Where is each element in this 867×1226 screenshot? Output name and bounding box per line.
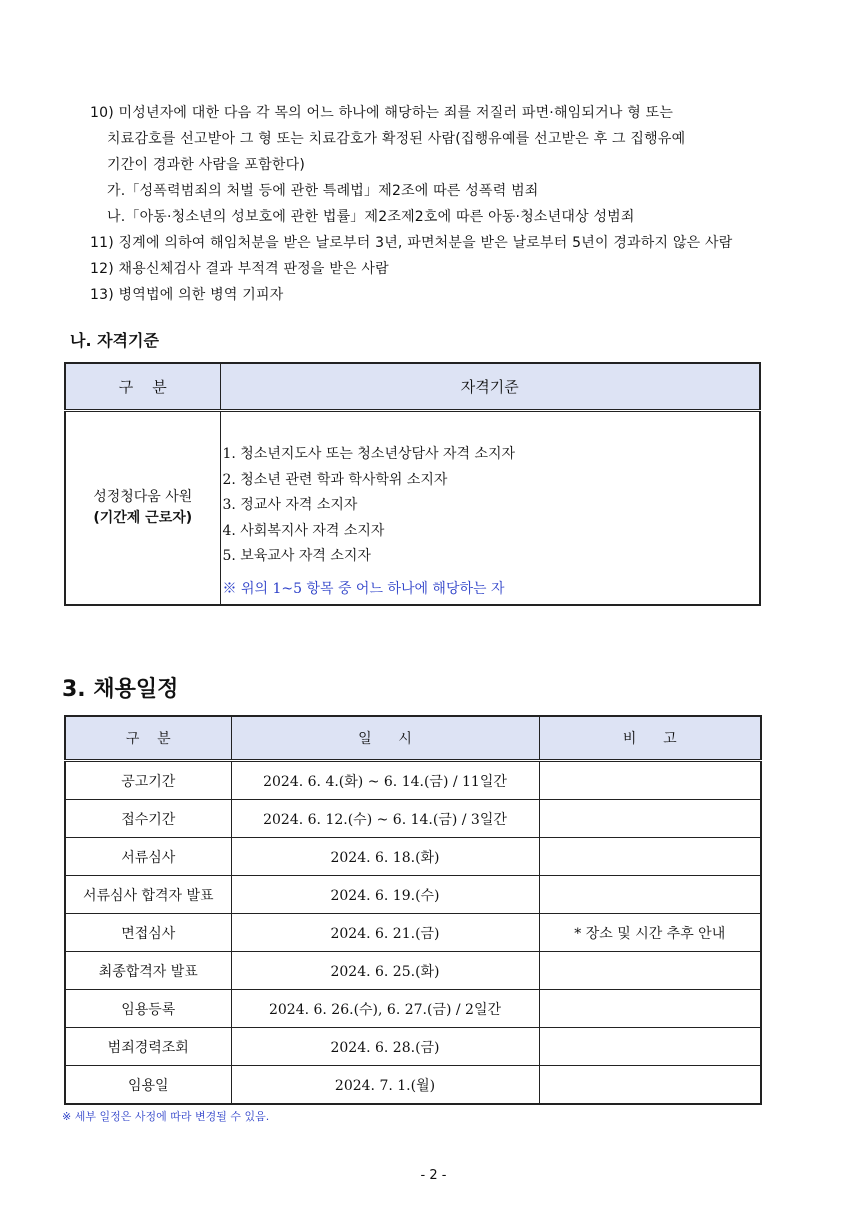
schedule-label-cell: 임용등록 bbox=[65, 990, 231, 1028]
schedule-note-cell bbox=[539, 800, 761, 838]
schedule-label-cell: 임용일 bbox=[65, 1066, 231, 1105]
schedule-col-header-remarks: 비 고 bbox=[539, 716, 761, 761]
schedule-note-cell bbox=[539, 990, 761, 1028]
schedule-note-cell bbox=[539, 761, 761, 800]
schedule-label-cell: 서류심사 bbox=[65, 838, 231, 876]
criteria-note: ※ 위의 1~5 항목 중 어느 하나에 해당하는 자 bbox=[222, 580, 505, 597]
schedule-label-cell: 최종합격자 발표 bbox=[65, 952, 231, 990]
schedule-heading: 3. 채용일정 bbox=[62, 677, 179, 702]
disqual-line-10: 10) 미성년자에 대한 다음 각 목의 어느 하나에 해당하는 죄를 저질러 파면·해임되거나 형 또는 bbox=[90, 105, 674, 121]
criteria-item-5: 5. 보육교사 자격 소지자 bbox=[222, 548, 371, 564]
disqual-line-na: 나.「아동·청소년의 성보호에 관한 법률」제2조제2호에 따른 아동·청소년대상 성범죄 bbox=[107, 209, 635, 225]
schedule-date-cell: 2024. 6. 28.(금) bbox=[231, 1028, 539, 1066]
schedule-note-cell bbox=[539, 838, 761, 876]
schedule-date-cell: 2024. 6. 26.(수), 6. 27.(금) / 2일간 bbox=[231, 990, 539, 1028]
schedule-note-cell bbox=[539, 876, 761, 914]
position-type: (기간제 근로자) bbox=[93, 509, 193, 526]
schedule-col-header-date: 일 시 bbox=[231, 716, 539, 761]
schedule-footnote: ※ 세부 일정은 사정에 따라 변경될 수 있음. bbox=[62, 1110, 270, 1123]
schedule-label-cell: 접수기간 bbox=[65, 800, 231, 838]
schedule-row bbox=[65, 1066, 761, 1105]
qualification-heading: 나. 자격기준 bbox=[70, 331, 159, 350]
disqual-line-12: 12) 채용신체검사 결과 부적격 판정을 받은 사람 bbox=[90, 261, 389, 277]
qualification-row bbox=[65, 411, 760, 605]
schedule-row bbox=[65, 838, 761, 876]
schedule-label-cell: 서류심사 합격자 발표 bbox=[65, 876, 231, 914]
schedule-header-row bbox=[65, 716, 761, 761]
schedule-row bbox=[65, 1028, 761, 1066]
qualification-criteria-cell bbox=[220, 411, 760, 605]
disqual-line-10-cont2: 기간이 경과한 사람을 포함한다) bbox=[107, 157, 306, 173]
qualification-col-header-category: 구 분 bbox=[65, 363, 220, 411]
schedule-date-cell: 2024. 6. 19.(수) bbox=[231, 876, 539, 914]
schedule-note-cell bbox=[539, 1066, 761, 1105]
schedule-row bbox=[65, 914, 761, 952]
qualification-table bbox=[64, 362, 761, 606]
qualification-header-row bbox=[65, 363, 760, 411]
criteria-item-2: 2. 청소년 관련 학과 학사학위 소지자 bbox=[222, 471, 448, 488]
schedule-date-cell: 2024. 6. 21.(금) bbox=[231, 914, 539, 952]
disqual-line-ga: 가.「성폭력범죄의 처벌 등에 관한 특례법」제2조에 따른 성폭력 범죄 bbox=[107, 183, 539, 199]
schedule-date-cell: 2024. 6. 25.(화) bbox=[231, 952, 539, 990]
disqual-line-11: 11) 징계에 의하여 해임처분을 받은 날로부터 3년, 파면처분을 받은 날로부터 5년이 경과하지 않은 사람 bbox=[90, 235, 733, 251]
schedule-date-cell: 2024. 7. 1.(월) bbox=[231, 1066, 539, 1105]
disqual-line-13: 13) 병역법에 의한 병역 기피자 bbox=[90, 287, 284, 303]
disqual-line-10-cont1: 치료감호를 선고받아 그 형 또는 치료감호가 확정된 사람(집행유예를 선고받은 후 그 집행유예 bbox=[107, 131, 686, 147]
schedule-note-cell bbox=[539, 1028, 761, 1066]
criteria-item-1: 1. 청소년지도사 또는 청소년상담사 자격 소지자 bbox=[222, 446, 516, 462]
schedule-note-cell bbox=[539, 952, 761, 990]
page-number: - 2 - bbox=[420, 1168, 447, 1183]
schedule-date-cell: 2024. 6. 4.(화) ~ 6. 14.(금) / 11일간 bbox=[231, 761, 539, 800]
qualification-position-cell bbox=[65, 411, 220, 605]
schedule-row bbox=[65, 876, 761, 914]
schedule-row bbox=[65, 800, 761, 838]
schedule-label-cell: 공고기간 bbox=[65, 761, 231, 800]
schedule-label-cell: 범죄경력조회 bbox=[65, 1028, 231, 1066]
schedule-date-cell: 2024. 6. 18.(화) bbox=[231, 838, 539, 876]
schedule-label-cell: 면접심사 bbox=[65, 914, 231, 952]
qualification-col-header-criteria: 자격기준 bbox=[220, 363, 760, 411]
schedule-date-cell: 2024. 6. 12.(수) ~ 6. 14.(금) / 3일간 bbox=[231, 800, 539, 838]
schedule-table bbox=[64, 715, 762, 1105]
criteria-item-3: 3. 정교사 자격 소지자 bbox=[222, 497, 358, 513]
schedule-note-cell: * 장소 및 시간 추후 안내 bbox=[539, 914, 761, 952]
schedule-col-header-category: 구 분 bbox=[65, 716, 231, 761]
position-name: 성정청다움 사원 bbox=[93, 488, 193, 505]
criteria-item-4: 4. 사회복지사 자격 소지자 bbox=[222, 522, 385, 539]
schedule-row bbox=[65, 952, 761, 990]
schedule-row bbox=[65, 990, 761, 1028]
schedule-row bbox=[65, 761, 761, 800]
